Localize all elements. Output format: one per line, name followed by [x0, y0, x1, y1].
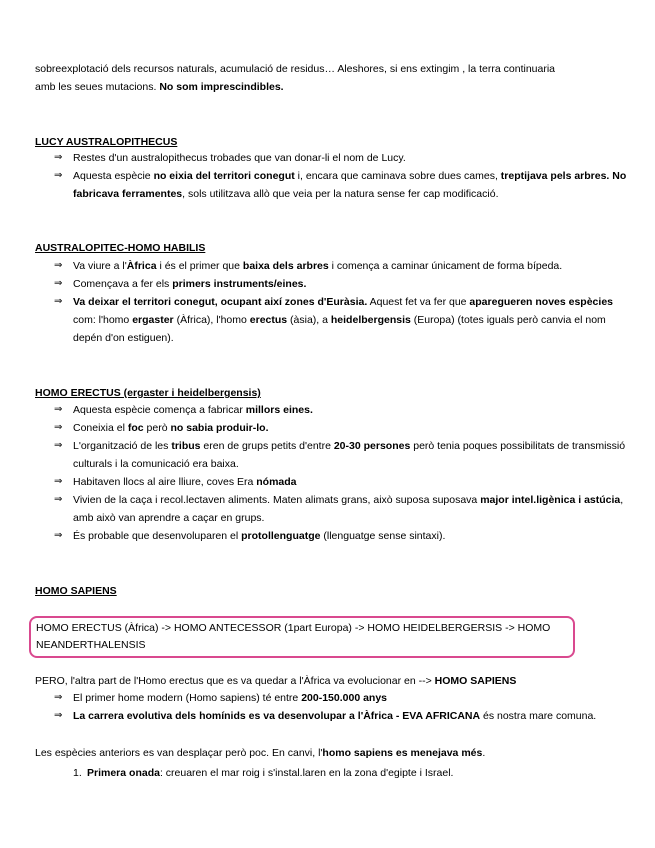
- list-item: ⇒ El primer home modern (Homo sapiens) té entre 200-150.000 anys: [35, 689, 635, 707]
- lineage-text: HOMO ERECTUS (Àfrica) -> HOMO ANTECESSOR (1part Europa) -> HOMO HEIDELBERGERSIS -> HOMO NEANDERTHALENSIS: [36, 622, 551, 651]
- habilis-list: [35, 257, 635, 347]
- heading-erectus: HOMO ERECTUS (ergaster i heidelbergensis): [35, 387, 261, 399]
- list-item: ⇒ Vivien de la caça i recol.lectaven aliments. Maten alimats grans, això suposa suposava major intel.ligènica i astúcia, amb això van aprendre a caçar en grups.: [35, 491, 635, 527]
- arrow-bullet-icon: ⇒: [54, 476, 63, 487]
- arrow-bullet-icon: ⇒: [54, 260, 63, 271]
- arrow-bullet-icon: ⇒: [54, 710, 63, 721]
- arrow-bullet-icon: ⇒: [54, 692, 63, 703]
- list-item: ⇒ Aquesta espècie no eixia del territori conegut i, encara que caminava sobre dues cames, treptijava pels arbres. No fabricava ferramentes, sols utilitzava allò que veia per la natura sense fer cap modificació.: [35, 167, 635, 203]
- heading-habilis: AUSTRALOPITEC-HOMO HABILIS: [35, 242, 206, 254]
- arrow-bullet-icon: ⇒: [54, 170, 63, 181]
- arrow-bullet-icon: ⇒: [54, 278, 63, 289]
- arrow-bullet-icon: ⇒: [54, 296, 63, 307]
- heading-sapiens: HOMO SAPIENS: [35, 585, 117, 597]
- waves-list: [35, 764, 453, 782]
- list-item: ⇒ És probable que desenvoluparen el protollenguatge (llenguatge sense sintaxi).: [35, 527, 635, 545]
- list-item: ⇒ Coneixia el foc però no sabia produir-lo.: [35, 419, 635, 437]
- lineage-box: [29, 616, 575, 658]
- intro-line-1: sobreexplotació dels recursos naturals, acumulació de residus… Aleshores, si ens extingim , la terra continuaria: [35, 63, 556, 75]
- arrow-bullet-icon: ⇒: [54, 422, 63, 433]
- list-item: ⇒ Començava a fer els primers instruments/eines.: [35, 275, 635, 293]
- list-item: ⇒ Va viure a l'Àfrica i és el primer que baixa dels arbres i comença a caminar únicament de forma bípeda.: [35, 257, 635, 275]
- erectus-list: [35, 401, 635, 545]
- arrow-bullet-icon: ⇒: [54, 530, 63, 541]
- arrow-bullet-icon: ⇒: [54, 152, 63, 163]
- pero-paragraph: PERO, l'altra part de l'Homo erectus que es va quedar a l'Àfrica va evolucionar en --> HOMO SAPIENS: [35, 675, 517, 687]
- intro-line-2: amb les seues mutacions. No som imprescindibles.: [35, 81, 284, 93]
- list-number: 1.: [73, 767, 82, 779]
- list-item: ⇒ Restes d'un australopithecus trobades que van donar-li el nom de Lucy.: [35, 149, 635, 167]
- list-item: ⇒ Aquesta espècie comença a fabricar millors eines.: [35, 401, 635, 419]
- intro-paragraph: [35, 60, 620, 96]
- anteriors-paragraph: Les espècies anteriors es van desplaçar però poc. En canvi, l'homo sapiens es menejava més.: [35, 747, 486, 759]
- sapiens-list: [35, 689, 635, 725]
- arrow-bullet-icon: ⇒: [54, 494, 63, 505]
- arrow-bullet-icon: ⇒: [54, 440, 63, 451]
- heading-lucy: LUCY AUSTRALOPITHECUS: [35, 136, 178, 148]
- list-item: ⇒ L'organització de les tribus eren de grups petits d'entre 20-30 persones però tenia poques possibilitats de transmissió culturals i la comunicació era baixa.: [35, 437, 635, 473]
- list-item: ⇒ Va deixar el territori conegut, ocupant així zones d'Euràsia. Aquest fet va fer que aparegueren noves espècies com: l'homo ergaster (Àfrica), l'homo erectus (àsia), a heidelbergensis (Europa) (totes iguals però canvia el nom depén d'on estiguen).: [35, 293, 635, 347]
- list-item: 1. Primera onada: creuaren el mar roig i s'instal.laren en la zona d'egipte i Israel.: [35, 764, 453, 782]
- lucy-list: [35, 149, 635, 203]
- list-item: ⇒ Habitaven llocs al aire lliure, coves Era nómada: [35, 473, 635, 491]
- list-item: ⇒ La carrera evolutiva dels homínids es va desenvolupar a l'Àfrica - EVA AFRICANA és nostra mare comuna.: [35, 707, 635, 725]
- arrow-bullet-icon: ⇒: [54, 404, 63, 415]
